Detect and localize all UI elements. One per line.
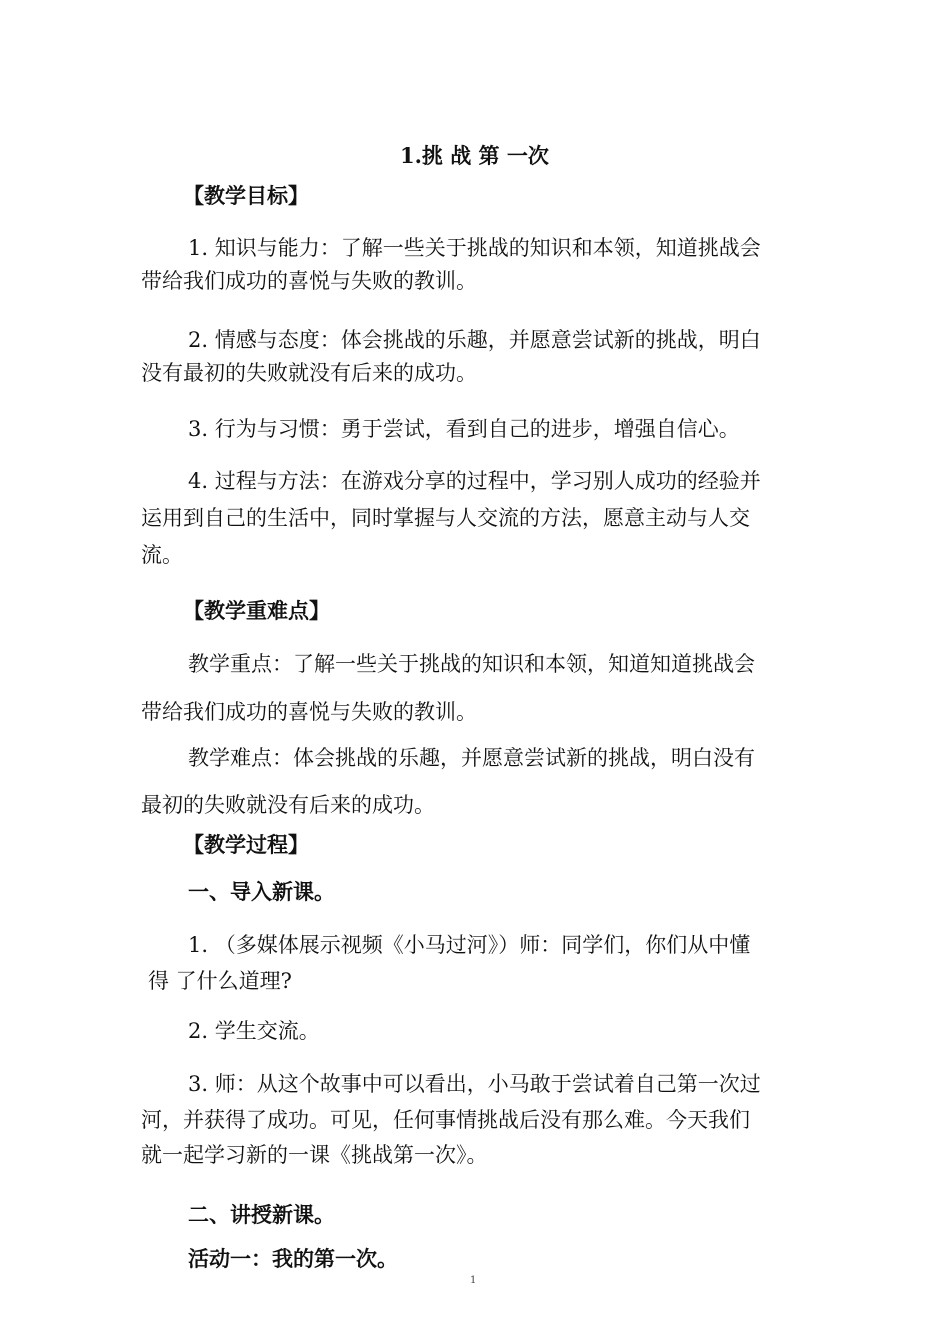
- page-number: 1: [470, 1275, 477, 1286]
- subsection-heading: 二、讲授新课。: [188, 1202, 335, 1227]
- paragraph-line: 1. 知识与能力：了解一些关于挑战的知识和本领，知道挑战会: [188, 236, 761, 260]
- paragraph-line: 没有最初的失败就没有后来的成功。: [141, 361, 477, 385]
- subsection-heading: 一、导入新课。: [188, 879, 335, 904]
- paragraph-line: 带给我们成功的喜悦与失败的教训。: [141, 700, 477, 724]
- paragraph-line: 教学难点：体会挑战的乐趣，并愿意尝试新的挑战，明白没有: [188, 746, 755, 770]
- paragraph-line: 流。: [141, 543, 183, 567]
- paragraph-line: 最初的失败就没有后来的成功。: [141, 793, 435, 817]
- section-heading-goals: 【教学目标】: [183, 183, 309, 208]
- paragraph-line: 得 了什么道理?: [148, 969, 292, 993]
- paragraph-line: 4. 过程与方法：在游戏分享的过程中，学习别人成功的经验并: [188, 469, 761, 493]
- paragraph-line: 2. 情感与态度：体会挑战的乐趣，并愿意尝试新的挑战，明白: [188, 328, 761, 352]
- paragraph-line: 带给我们成功的喜悦与失败的教训。: [141, 269, 477, 293]
- paragraph-line: 运用到自己的生活中，同时掌握与人交流的方法，愿意主动与人交: [141, 506, 750, 530]
- paragraph-line: 河，并获得了成功。可见，任何事情挑战后没有那么难。今天我们: [141, 1108, 750, 1132]
- document-title: 1.挑 战 第 一次: [400, 143, 549, 168]
- paragraph-line: 3. 师：从这个故事中可以看出，小马敢于尝试着自己第一次过: [188, 1072, 761, 1096]
- paragraph-line: 教学重点：了解一些关于挑战的知识和本领，知道知道挑战会: [188, 652, 755, 676]
- paragraph-line: 就一起学习新的一课《挑战第一次》。: [141, 1143, 488, 1167]
- paragraph-line: 1. （多媒体展示视频《小马过河》）师：同学们，你们从中懂: [188, 933, 751, 957]
- activity-heading: 活动一：我的第一次。: [188, 1246, 398, 1271]
- paragraph-line: 2. 学生交流。: [188, 1019, 320, 1043]
- section-heading-process: 【教学过程】: [183, 832, 309, 857]
- paragraph-line: 3. 行为与习惯：勇于尝试，看到自己的进步，增强自信心。: [188, 417, 740, 441]
- section-heading-keypoints: 【教学重难点】: [183, 598, 330, 623]
